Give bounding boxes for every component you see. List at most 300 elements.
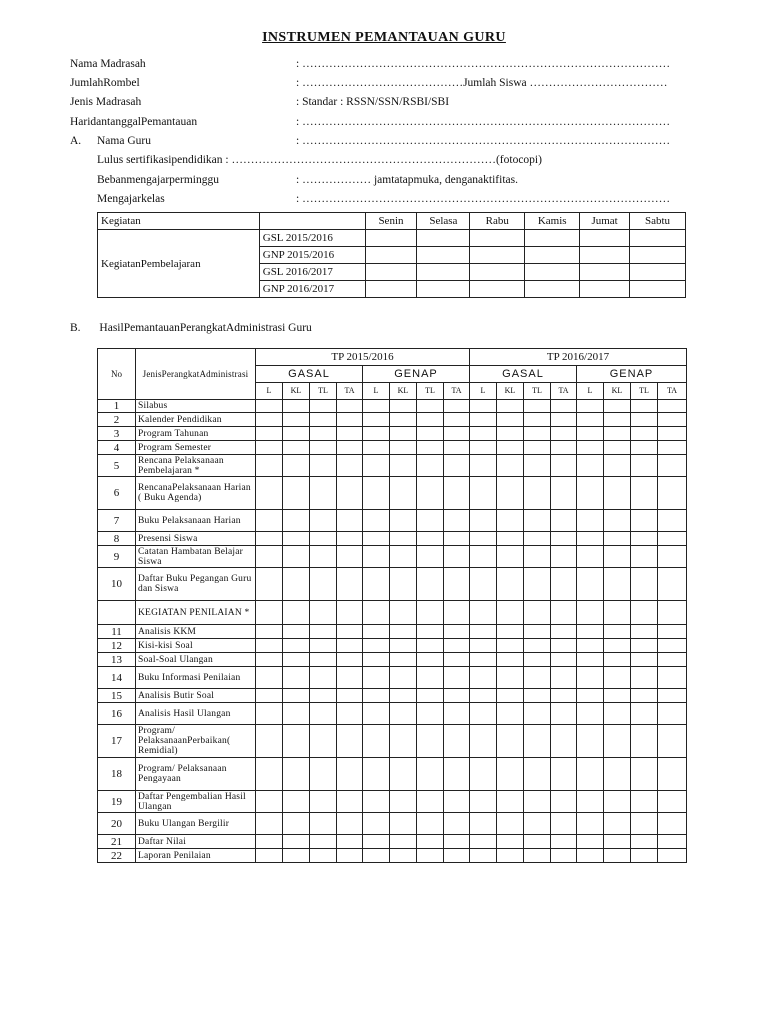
check-cell[interactable] bbox=[444, 689, 470, 703]
check-cell[interactable] bbox=[497, 653, 524, 667]
schedule-cell[interactable] bbox=[580, 247, 630, 264]
check-cell[interactable] bbox=[337, 400, 363, 413]
check-cell[interactable] bbox=[604, 849, 631, 863]
check-cell[interactable] bbox=[631, 400, 658, 413]
check-cell[interactable] bbox=[310, 413, 337, 427]
check-cell[interactable] bbox=[283, 568, 310, 601]
check-cell[interactable] bbox=[497, 849, 524, 863]
check-cell[interactable] bbox=[256, 510, 283, 532]
check-cell[interactable] bbox=[524, 725, 551, 758]
check-cell[interactable] bbox=[444, 400, 470, 413]
check-cell[interactable] bbox=[658, 546, 687, 568]
check-cell[interactable] bbox=[577, 639, 604, 653]
check-cell[interactable] bbox=[256, 758, 283, 791]
check-cell[interactable] bbox=[470, 653, 497, 667]
check-cell[interactable] bbox=[390, 477, 417, 510]
check-cell[interactable] bbox=[337, 639, 363, 653]
schedule-cell[interactable] bbox=[470, 264, 525, 281]
check-cell[interactable] bbox=[417, 477, 444, 510]
check-cell[interactable] bbox=[337, 849, 363, 863]
schedule-cell[interactable] bbox=[630, 264, 686, 281]
check-cell[interactable] bbox=[283, 532, 310, 546]
check-cell[interactable] bbox=[497, 667, 524, 689]
check-cell[interactable] bbox=[444, 639, 470, 653]
check-cell[interactable] bbox=[363, 625, 390, 639]
check-cell[interactable] bbox=[444, 532, 470, 546]
check-cell[interactable] bbox=[577, 441, 604, 455]
check-cell[interactable] bbox=[497, 601, 524, 625]
check-cell[interactable] bbox=[658, 639, 687, 653]
check-cell[interactable] bbox=[363, 427, 390, 441]
check-cell[interactable] bbox=[604, 546, 631, 568]
check-cell[interactable] bbox=[604, 510, 631, 532]
schedule-cell[interactable] bbox=[417, 247, 470, 264]
check-cell[interactable] bbox=[631, 477, 658, 510]
check-cell[interactable] bbox=[524, 791, 551, 813]
check-cell[interactable] bbox=[577, 689, 604, 703]
check-cell[interactable] bbox=[524, 427, 551, 441]
check-cell[interactable] bbox=[417, 849, 444, 863]
check-cell[interactable] bbox=[470, 813, 497, 835]
check-cell[interactable] bbox=[256, 568, 283, 601]
check-cell[interactable] bbox=[283, 601, 310, 625]
check-cell[interactable] bbox=[337, 653, 363, 667]
check-cell[interactable] bbox=[551, 625, 577, 639]
check-cell[interactable] bbox=[363, 510, 390, 532]
check-cell[interactable] bbox=[497, 455, 524, 477]
check-cell[interactable] bbox=[470, 427, 497, 441]
schedule-cell[interactable] bbox=[630, 247, 686, 264]
check-cell[interactable] bbox=[256, 639, 283, 653]
check-cell[interactable] bbox=[577, 455, 604, 477]
schedule-cell[interactable] bbox=[470, 281, 525, 298]
check-cell[interactable] bbox=[524, 813, 551, 835]
check-cell[interactable] bbox=[658, 532, 687, 546]
check-cell[interactable] bbox=[310, 703, 337, 725]
check-cell[interactable] bbox=[256, 791, 283, 813]
check-cell[interactable] bbox=[310, 653, 337, 667]
check-cell[interactable] bbox=[444, 455, 470, 477]
schedule-cell[interactable] bbox=[417, 264, 470, 281]
check-cell[interactable] bbox=[577, 510, 604, 532]
check-cell[interactable] bbox=[658, 689, 687, 703]
check-cell[interactable] bbox=[631, 601, 658, 625]
check-cell[interactable] bbox=[444, 510, 470, 532]
check-cell[interactable] bbox=[363, 758, 390, 791]
check-cell[interactable] bbox=[256, 601, 283, 625]
check-cell[interactable] bbox=[444, 667, 470, 689]
check-cell[interactable] bbox=[524, 667, 551, 689]
check-cell[interactable] bbox=[363, 441, 390, 455]
check-cell[interactable] bbox=[631, 791, 658, 813]
check-cell[interactable] bbox=[283, 689, 310, 703]
check-cell[interactable] bbox=[497, 546, 524, 568]
check-cell[interactable] bbox=[363, 689, 390, 703]
check-cell[interactable] bbox=[256, 413, 283, 427]
check-cell[interactable] bbox=[524, 400, 551, 413]
check-cell[interactable] bbox=[524, 639, 551, 653]
check-cell[interactable] bbox=[577, 813, 604, 835]
check-cell[interactable] bbox=[577, 477, 604, 510]
check-cell[interactable] bbox=[390, 835, 417, 849]
check-cell[interactable] bbox=[256, 725, 283, 758]
check-cell[interactable] bbox=[390, 400, 417, 413]
check-cell[interactable] bbox=[551, 639, 577, 653]
check-cell[interactable] bbox=[444, 427, 470, 441]
check-cell[interactable] bbox=[363, 477, 390, 510]
check-cell[interactable] bbox=[470, 568, 497, 601]
check-cell[interactable] bbox=[310, 813, 337, 835]
check-cell[interactable] bbox=[310, 510, 337, 532]
check-cell[interactable] bbox=[470, 510, 497, 532]
check-cell[interactable] bbox=[604, 725, 631, 758]
check-cell[interactable] bbox=[524, 758, 551, 791]
check-cell[interactable] bbox=[444, 725, 470, 758]
check-cell[interactable] bbox=[283, 725, 310, 758]
schedule-cell[interactable] bbox=[365, 264, 417, 281]
check-cell[interactable] bbox=[551, 667, 577, 689]
check-cell[interactable] bbox=[337, 510, 363, 532]
check-cell[interactable] bbox=[604, 413, 631, 427]
check-cell[interactable] bbox=[658, 791, 687, 813]
check-cell[interactable] bbox=[631, 758, 658, 791]
check-cell[interactable] bbox=[390, 532, 417, 546]
check-cell[interactable] bbox=[470, 625, 497, 639]
check-cell[interactable] bbox=[363, 601, 390, 625]
check-cell[interactable] bbox=[497, 477, 524, 510]
check-cell[interactable] bbox=[390, 427, 417, 441]
check-cell[interactable] bbox=[497, 813, 524, 835]
check-cell[interactable] bbox=[524, 849, 551, 863]
check-cell[interactable] bbox=[444, 813, 470, 835]
check-cell[interactable] bbox=[310, 689, 337, 703]
check-cell[interactable] bbox=[658, 400, 687, 413]
check-cell[interactable] bbox=[390, 849, 417, 863]
check-cell[interactable] bbox=[363, 413, 390, 427]
check-cell[interactable] bbox=[337, 477, 363, 510]
check-cell[interactable] bbox=[310, 400, 337, 413]
check-cell[interactable] bbox=[390, 441, 417, 455]
check-cell[interactable] bbox=[283, 455, 310, 477]
check-cell[interactable] bbox=[283, 667, 310, 689]
check-cell[interactable] bbox=[524, 441, 551, 455]
check-cell[interactable] bbox=[524, 510, 551, 532]
check-cell[interactable] bbox=[658, 625, 687, 639]
check-cell[interactable] bbox=[337, 441, 363, 455]
check-cell[interactable] bbox=[631, 725, 658, 758]
check-cell[interactable] bbox=[363, 725, 390, 758]
check-cell[interactable] bbox=[497, 441, 524, 455]
check-cell[interactable] bbox=[524, 532, 551, 546]
check-cell[interactable] bbox=[256, 546, 283, 568]
check-cell[interactable] bbox=[497, 639, 524, 653]
check-cell[interactable] bbox=[417, 532, 444, 546]
check-cell[interactable] bbox=[444, 653, 470, 667]
check-cell[interactable] bbox=[256, 427, 283, 441]
check-cell[interactable] bbox=[470, 546, 497, 568]
check-cell[interactable] bbox=[256, 532, 283, 546]
check-cell[interactable] bbox=[658, 441, 687, 455]
check-cell[interactable] bbox=[577, 758, 604, 791]
check-cell[interactable] bbox=[417, 813, 444, 835]
check-cell[interactable] bbox=[470, 441, 497, 455]
check-cell[interactable] bbox=[444, 568, 470, 601]
check-cell[interactable] bbox=[604, 477, 631, 510]
check-cell[interactable] bbox=[363, 639, 390, 653]
check-cell[interactable] bbox=[470, 455, 497, 477]
check-cell[interactable] bbox=[604, 427, 631, 441]
schedule-cell[interactable] bbox=[630, 230, 686, 247]
check-cell[interactable] bbox=[444, 413, 470, 427]
check-cell[interactable] bbox=[497, 689, 524, 703]
check-cell[interactable] bbox=[551, 725, 577, 758]
check-cell[interactable] bbox=[444, 758, 470, 791]
check-cell[interactable] bbox=[604, 601, 631, 625]
check-cell[interactable] bbox=[337, 568, 363, 601]
check-cell[interactable] bbox=[390, 568, 417, 601]
check-cell[interactable] bbox=[337, 813, 363, 835]
check-cell[interactable] bbox=[256, 849, 283, 863]
check-cell[interactable] bbox=[417, 725, 444, 758]
check-cell[interactable] bbox=[310, 758, 337, 791]
check-cell[interactable] bbox=[417, 427, 444, 441]
check-cell[interactable] bbox=[470, 413, 497, 427]
check-cell[interactable] bbox=[658, 455, 687, 477]
check-cell[interactable] bbox=[604, 441, 631, 455]
check-cell[interactable] bbox=[390, 625, 417, 639]
check-cell[interactable] bbox=[310, 667, 337, 689]
check-cell[interactable] bbox=[417, 835, 444, 849]
check-cell[interactable] bbox=[658, 849, 687, 863]
check-cell[interactable] bbox=[497, 413, 524, 427]
check-cell[interactable] bbox=[337, 703, 363, 725]
check-cell[interactable] bbox=[444, 703, 470, 725]
check-cell[interactable] bbox=[577, 568, 604, 601]
check-cell[interactable] bbox=[658, 667, 687, 689]
check-cell[interactable] bbox=[551, 413, 577, 427]
check-cell[interactable] bbox=[470, 791, 497, 813]
check-cell[interactable] bbox=[337, 667, 363, 689]
check-cell[interactable] bbox=[337, 835, 363, 849]
check-cell[interactable] bbox=[470, 703, 497, 725]
check-cell[interactable] bbox=[551, 546, 577, 568]
check-cell[interactable] bbox=[417, 625, 444, 639]
check-cell[interactable] bbox=[390, 413, 417, 427]
check-cell[interactable] bbox=[631, 849, 658, 863]
schedule-cell[interactable] bbox=[365, 281, 417, 298]
check-cell[interactable] bbox=[363, 835, 390, 849]
check-cell[interactable] bbox=[310, 441, 337, 455]
check-cell[interactable] bbox=[551, 427, 577, 441]
check-cell[interactable] bbox=[283, 477, 310, 510]
check-cell[interactable] bbox=[631, 532, 658, 546]
check-cell[interactable] bbox=[577, 849, 604, 863]
check-cell[interactable] bbox=[551, 441, 577, 455]
check-cell[interactable] bbox=[283, 791, 310, 813]
check-cell[interactable] bbox=[390, 601, 417, 625]
check-cell[interactable] bbox=[497, 532, 524, 546]
check-cell[interactable] bbox=[551, 455, 577, 477]
check-cell[interactable] bbox=[470, 639, 497, 653]
check-cell[interactable] bbox=[390, 725, 417, 758]
check-cell[interactable] bbox=[283, 653, 310, 667]
check-cell[interactable] bbox=[444, 625, 470, 639]
check-cell[interactable] bbox=[631, 546, 658, 568]
check-cell[interactable] bbox=[524, 413, 551, 427]
check-cell[interactable] bbox=[497, 835, 524, 849]
check-cell[interactable] bbox=[658, 703, 687, 725]
check-cell[interactable] bbox=[363, 568, 390, 601]
check-cell[interactable] bbox=[604, 813, 631, 835]
check-cell[interactable] bbox=[283, 639, 310, 653]
check-cell[interactable] bbox=[337, 427, 363, 441]
schedule-cell[interactable] bbox=[470, 230, 525, 247]
check-cell[interactable] bbox=[604, 625, 631, 639]
check-cell[interactable] bbox=[337, 455, 363, 477]
check-cell[interactable] bbox=[256, 477, 283, 510]
check-cell[interactable] bbox=[604, 703, 631, 725]
check-cell[interactable] bbox=[551, 653, 577, 667]
check-cell[interactable] bbox=[390, 639, 417, 653]
check-cell[interactable] bbox=[390, 689, 417, 703]
check-cell[interactable] bbox=[310, 455, 337, 477]
check-cell[interactable] bbox=[256, 625, 283, 639]
check-cell[interactable] bbox=[363, 667, 390, 689]
check-cell[interactable] bbox=[417, 601, 444, 625]
check-cell[interactable] bbox=[524, 568, 551, 601]
check-cell[interactable] bbox=[363, 813, 390, 835]
check-cell[interactable] bbox=[390, 546, 417, 568]
check-cell[interactable] bbox=[497, 703, 524, 725]
check-cell[interactable] bbox=[283, 427, 310, 441]
check-cell[interactable] bbox=[497, 510, 524, 532]
check-cell[interactable] bbox=[310, 568, 337, 601]
check-cell[interactable] bbox=[390, 653, 417, 667]
check-cell[interactable] bbox=[417, 510, 444, 532]
check-cell[interactable] bbox=[256, 400, 283, 413]
check-cell[interactable] bbox=[256, 813, 283, 835]
check-cell[interactable] bbox=[470, 689, 497, 703]
check-cell[interactable] bbox=[256, 455, 283, 477]
check-cell[interactable] bbox=[551, 568, 577, 601]
check-cell[interactable] bbox=[283, 849, 310, 863]
check-cell[interactable] bbox=[658, 601, 687, 625]
check-cell[interactable] bbox=[310, 849, 337, 863]
check-cell[interactable] bbox=[604, 532, 631, 546]
check-cell[interactable] bbox=[524, 477, 551, 510]
check-cell[interactable] bbox=[283, 441, 310, 455]
check-cell[interactable] bbox=[497, 625, 524, 639]
check-cell[interactable] bbox=[444, 601, 470, 625]
check-cell[interactable] bbox=[310, 791, 337, 813]
check-cell[interactable] bbox=[658, 725, 687, 758]
schedule-cell[interactable] bbox=[525, 247, 580, 264]
check-cell[interactable] bbox=[524, 689, 551, 703]
check-cell[interactable] bbox=[631, 568, 658, 601]
check-cell[interactable] bbox=[551, 849, 577, 863]
check-cell[interactable] bbox=[444, 849, 470, 863]
check-cell[interactable] bbox=[390, 667, 417, 689]
check-cell[interactable] bbox=[256, 835, 283, 849]
check-cell[interactable] bbox=[497, 758, 524, 791]
check-cell[interactable] bbox=[658, 835, 687, 849]
check-cell[interactable] bbox=[444, 791, 470, 813]
check-cell[interactable] bbox=[417, 667, 444, 689]
check-cell[interactable] bbox=[524, 546, 551, 568]
check-cell[interactable] bbox=[631, 653, 658, 667]
schedule-cell[interactable] bbox=[580, 264, 630, 281]
check-cell[interactable] bbox=[337, 758, 363, 791]
check-cell[interactable] bbox=[631, 441, 658, 455]
check-cell[interactable] bbox=[551, 703, 577, 725]
check-cell[interactable] bbox=[417, 568, 444, 601]
check-cell[interactable] bbox=[283, 625, 310, 639]
check-cell[interactable] bbox=[604, 568, 631, 601]
check-cell[interactable] bbox=[604, 639, 631, 653]
check-cell[interactable] bbox=[390, 813, 417, 835]
check-cell[interactable] bbox=[604, 667, 631, 689]
check-cell[interactable] bbox=[337, 413, 363, 427]
check-cell[interactable] bbox=[417, 689, 444, 703]
check-cell[interactable] bbox=[604, 791, 631, 813]
check-cell[interactable] bbox=[497, 568, 524, 601]
check-cell[interactable] bbox=[604, 455, 631, 477]
check-cell[interactable] bbox=[310, 532, 337, 546]
check-cell[interactable] bbox=[551, 689, 577, 703]
check-cell[interactable] bbox=[363, 532, 390, 546]
schedule-cell[interactable] bbox=[630, 281, 686, 298]
check-cell[interactable] bbox=[283, 835, 310, 849]
check-cell[interactable] bbox=[631, 625, 658, 639]
check-cell[interactable] bbox=[283, 703, 310, 725]
check-cell[interactable] bbox=[417, 441, 444, 455]
check-cell[interactable] bbox=[470, 758, 497, 791]
check-cell[interactable] bbox=[577, 667, 604, 689]
check-cell[interactable] bbox=[524, 703, 551, 725]
check-cell[interactable] bbox=[256, 703, 283, 725]
check-cell[interactable] bbox=[283, 510, 310, 532]
check-cell[interactable] bbox=[577, 703, 604, 725]
check-cell[interactable] bbox=[577, 400, 604, 413]
check-cell[interactable] bbox=[310, 546, 337, 568]
schedule-cell[interactable] bbox=[580, 281, 630, 298]
check-cell[interactable] bbox=[658, 413, 687, 427]
check-cell[interactable] bbox=[658, 813, 687, 835]
check-cell[interactable] bbox=[631, 427, 658, 441]
check-cell[interactable] bbox=[310, 835, 337, 849]
check-cell[interactable] bbox=[470, 667, 497, 689]
check-cell[interactable] bbox=[283, 413, 310, 427]
check-cell[interactable] bbox=[577, 725, 604, 758]
check-cell[interactable] bbox=[631, 667, 658, 689]
check-cell[interactable] bbox=[470, 400, 497, 413]
check-cell[interactable] bbox=[631, 813, 658, 835]
check-cell[interactable] bbox=[337, 725, 363, 758]
check-cell[interactable] bbox=[604, 835, 631, 849]
check-cell[interactable] bbox=[310, 477, 337, 510]
check-cell[interactable] bbox=[363, 455, 390, 477]
check-cell[interactable] bbox=[417, 455, 444, 477]
check-cell[interactable] bbox=[283, 813, 310, 835]
check-cell[interactable] bbox=[524, 835, 551, 849]
check-cell[interactable] bbox=[551, 532, 577, 546]
check-cell[interactable] bbox=[363, 849, 390, 863]
check-cell[interactable] bbox=[363, 400, 390, 413]
check-cell[interactable] bbox=[497, 791, 524, 813]
check-cell[interactable] bbox=[631, 455, 658, 477]
schedule-cell[interactable] bbox=[470, 247, 525, 264]
check-cell[interactable] bbox=[337, 689, 363, 703]
